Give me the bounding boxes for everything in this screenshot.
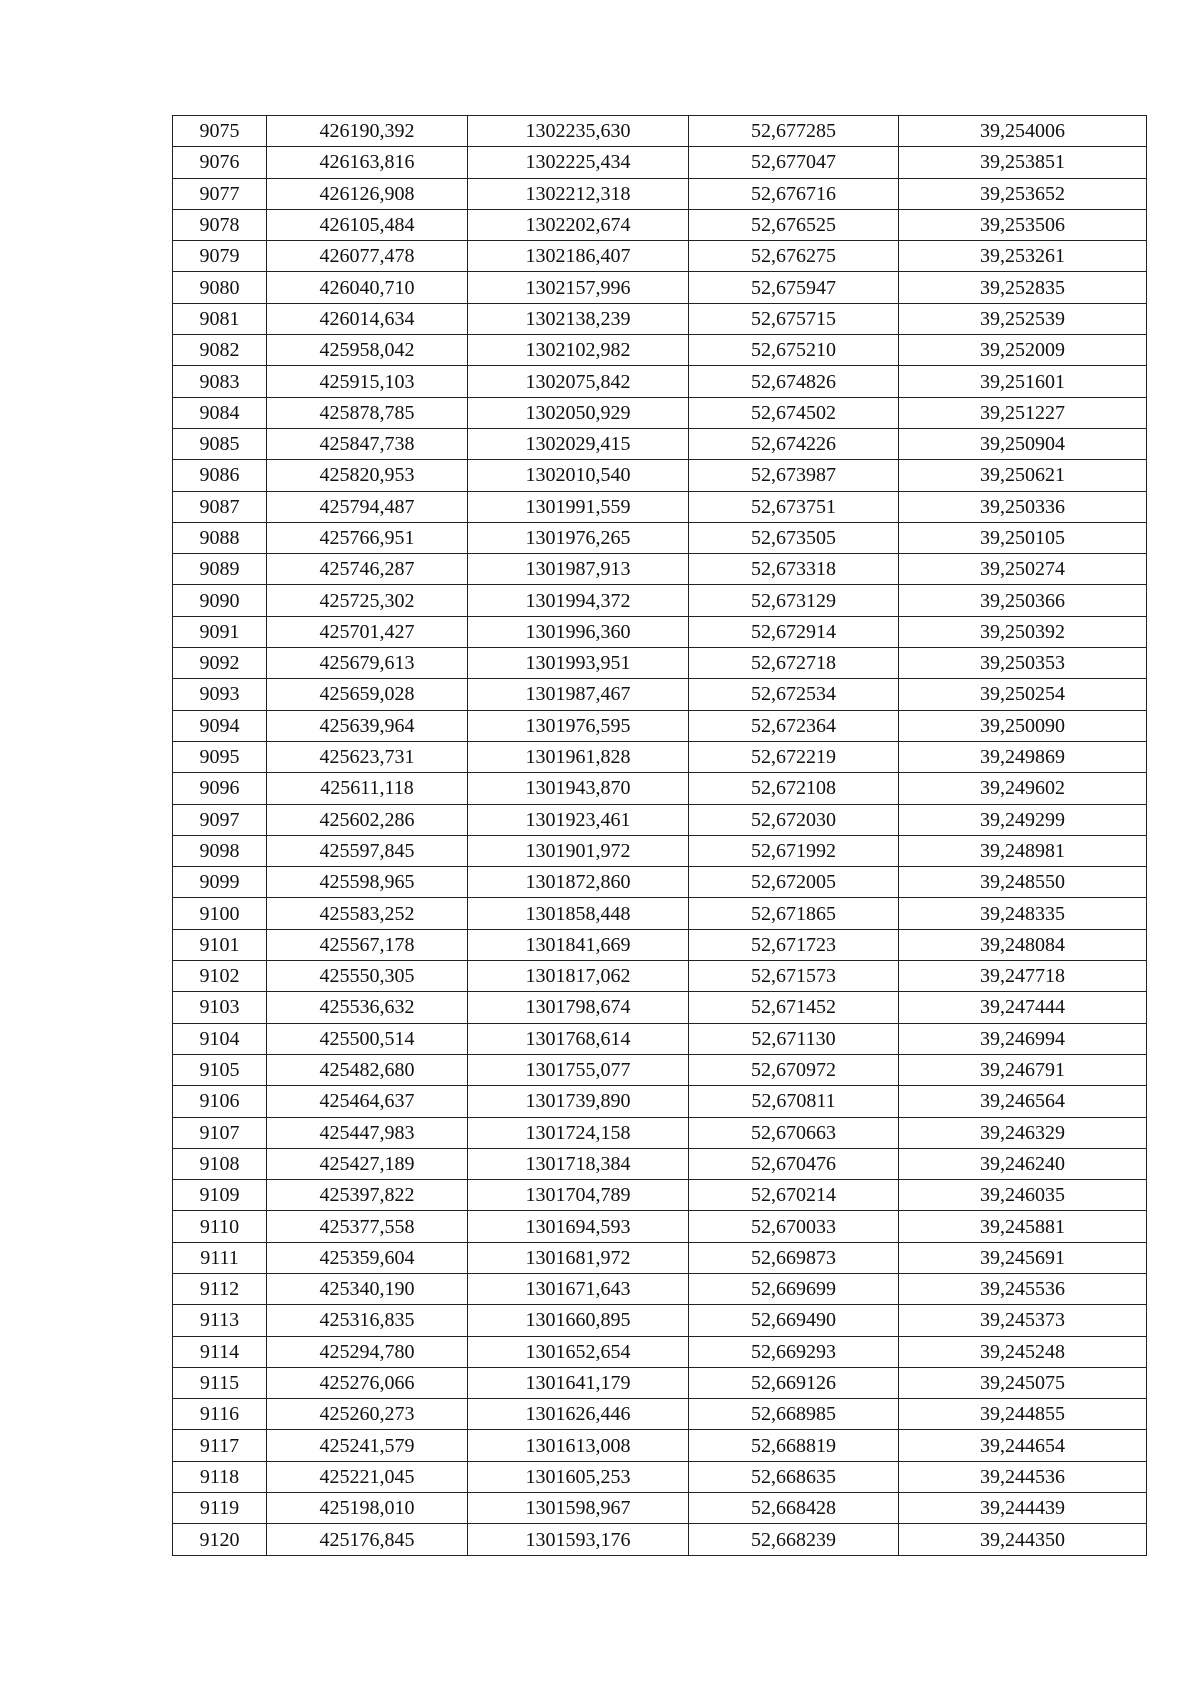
table-row	[173, 335, 1147, 366]
y-coordinate-cell: 1301755,077	[468, 1054, 689, 1085]
y-coordinate-cell: 1301613,008	[468, 1430, 689, 1461]
y-coordinate-cell: 1302212,318	[468, 178, 689, 209]
latitude-cell: 52,672108	[689, 773, 899, 804]
table-row	[173, 648, 1147, 679]
latitude-cell: 52,675715	[689, 303, 899, 334]
point-number-cell: 9080	[173, 272, 267, 303]
x-coordinate-cell: 425701,427	[267, 616, 468, 647]
longitude-cell: 39,244654	[899, 1430, 1147, 1461]
latitude-cell: 52,672005	[689, 867, 899, 898]
longitude-cell: 39,250274	[899, 554, 1147, 585]
table-row	[173, 1399, 1147, 1430]
y-coordinate-cell: 1301841,669	[468, 929, 689, 960]
point-number-cell: 9107	[173, 1117, 267, 1148]
latitude-cell: 52,673751	[689, 491, 899, 522]
longitude-cell: 39,248550	[899, 867, 1147, 898]
point-number-cell: 9088	[173, 522, 267, 553]
table-row	[173, 1305, 1147, 1336]
table-row	[173, 1148, 1147, 1179]
table-row	[173, 1430, 1147, 1461]
x-coordinate-cell: 425260,273	[267, 1399, 468, 1430]
longitude-cell: 39,250621	[899, 460, 1147, 491]
longitude-cell: 39,252009	[899, 335, 1147, 366]
latitude-cell: 52,668819	[689, 1430, 899, 1461]
x-coordinate-cell: 426190,392	[267, 116, 468, 147]
longitude-cell: 39,246994	[899, 1023, 1147, 1054]
y-coordinate-cell: 1302029,415	[468, 428, 689, 459]
longitude-cell: 39,250366	[899, 585, 1147, 616]
x-coordinate-cell: 425598,965	[267, 867, 468, 898]
latitude-cell: 52,670214	[689, 1180, 899, 1211]
x-coordinate-cell: 426126,908	[267, 178, 468, 209]
point-number-cell: 9092	[173, 648, 267, 679]
point-number-cell: 9115	[173, 1367, 267, 1398]
x-coordinate-cell: 425583,252	[267, 898, 468, 929]
longitude-cell: 39,249299	[899, 804, 1147, 835]
table-row	[173, 1493, 1147, 1524]
point-number-cell: 9077	[173, 178, 267, 209]
y-coordinate-cell: 1302050,929	[468, 397, 689, 428]
latitude-cell: 52,675947	[689, 272, 899, 303]
y-coordinate-cell: 1302186,407	[468, 241, 689, 272]
x-coordinate-cell: 425567,178	[267, 929, 468, 960]
table-row	[173, 272, 1147, 303]
latitude-cell: 52,669293	[689, 1336, 899, 1367]
longitude-cell: 39,250254	[899, 679, 1147, 710]
latitude-cell: 52,673129	[689, 585, 899, 616]
point-number-cell: 9111	[173, 1242, 267, 1273]
y-coordinate-cell: 1301718,384	[468, 1148, 689, 1179]
longitude-cell: 39,244855	[899, 1399, 1147, 1430]
x-coordinate-cell: 425276,066	[267, 1367, 468, 1398]
longitude-cell: 39,250392	[899, 616, 1147, 647]
table-row	[173, 209, 1147, 240]
y-coordinate-cell: 1301987,913	[468, 554, 689, 585]
longitude-cell: 39,251227	[899, 397, 1147, 428]
point-number-cell: 9119	[173, 1493, 267, 1524]
y-coordinate-cell: 1301593,176	[468, 1524, 689, 1555]
latitude-cell: 52,672914	[689, 616, 899, 647]
longitude-cell: 39,254006	[899, 116, 1147, 147]
x-coordinate-cell: 426040,710	[267, 272, 468, 303]
latitude-cell: 52,669126	[689, 1367, 899, 1398]
x-coordinate-cell: 425611,118	[267, 773, 468, 804]
latitude-cell: 52,674226	[689, 428, 899, 459]
y-coordinate-cell: 1301817,062	[468, 961, 689, 992]
point-number-cell: 9108	[173, 1148, 267, 1179]
longitude-cell: 39,245075	[899, 1367, 1147, 1398]
latitude-cell: 52,668985	[689, 1399, 899, 1430]
table-row	[173, 303, 1147, 334]
y-coordinate-cell: 1301605,253	[468, 1461, 689, 1492]
table-row	[173, 241, 1147, 272]
longitude-cell: 39,250336	[899, 491, 1147, 522]
table-row	[173, 1273, 1147, 1304]
x-coordinate-cell: 425597,845	[267, 835, 468, 866]
table-row	[173, 1211, 1147, 1242]
point-number-cell: 9117	[173, 1430, 267, 1461]
table-row	[173, 397, 1147, 428]
longitude-cell: 39,246035	[899, 1180, 1147, 1211]
y-coordinate-cell: 1301961,828	[468, 741, 689, 772]
latitude-cell: 52,670811	[689, 1086, 899, 1117]
latitude-cell: 52,676716	[689, 178, 899, 209]
x-coordinate-cell: 425464,637	[267, 1086, 468, 1117]
table-row	[173, 804, 1147, 835]
x-coordinate-cell: 425725,302	[267, 585, 468, 616]
x-coordinate-cell: 426014,634	[267, 303, 468, 334]
x-coordinate-cell: 426077,478	[267, 241, 468, 272]
y-coordinate-cell: 1301626,446	[468, 1399, 689, 1430]
table-row	[173, 929, 1147, 960]
y-coordinate-cell: 1302138,239	[468, 303, 689, 334]
y-coordinate-cell: 1301681,972	[468, 1242, 689, 1273]
x-coordinate-cell: 425915,103	[267, 366, 468, 397]
latitude-cell: 52,670476	[689, 1148, 899, 1179]
longitude-cell: 39,253261	[899, 241, 1147, 272]
latitude-cell: 52,669873	[689, 1242, 899, 1273]
table-row	[173, 1336, 1147, 1367]
x-coordinate-cell: 425447,983	[267, 1117, 468, 1148]
coordinates-table	[172, 115, 1147, 1556]
longitude-cell: 39,253851	[899, 147, 1147, 178]
x-coordinate-cell: 425659,028	[267, 679, 468, 710]
table-row	[173, 1117, 1147, 1148]
y-coordinate-cell: 1301652,654	[468, 1336, 689, 1367]
point-number-cell: 9091	[173, 616, 267, 647]
latitude-cell: 52,673987	[689, 460, 899, 491]
y-coordinate-cell: 1301996,360	[468, 616, 689, 647]
longitude-cell: 39,250904	[899, 428, 1147, 459]
table-row	[173, 741, 1147, 772]
point-number-cell: 9106	[173, 1086, 267, 1117]
table-row	[173, 679, 1147, 710]
point-number-cell: 9116	[173, 1399, 267, 1430]
latitude-cell: 52,670972	[689, 1054, 899, 1085]
x-coordinate-cell: 425602,286	[267, 804, 468, 835]
x-coordinate-cell: 425536,632	[267, 992, 468, 1023]
table-row	[173, 116, 1147, 147]
table-row	[173, 1461, 1147, 1492]
longitude-cell: 39,245691	[899, 1242, 1147, 1273]
point-number-cell: 9078	[173, 209, 267, 240]
point-number-cell: 9098	[173, 835, 267, 866]
x-coordinate-cell: 425221,045	[267, 1461, 468, 1492]
y-coordinate-cell: 1301704,789	[468, 1180, 689, 1211]
longitude-cell: 39,253506	[899, 209, 1147, 240]
point-number-cell: 9084	[173, 397, 267, 428]
x-coordinate-cell: 425878,785	[267, 397, 468, 428]
y-coordinate-cell: 1301987,467	[468, 679, 689, 710]
table-row	[173, 1180, 1147, 1211]
latitude-cell: 52,675210	[689, 335, 899, 366]
x-coordinate-cell: 425397,822	[267, 1180, 468, 1211]
y-coordinate-cell: 1301901,972	[468, 835, 689, 866]
y-coordinate-cell: 1301858,448	[468, 898, 689, 929]
y-coordinate-cell: 1301943,870	[468, 773, 689, 804]
point-number-cell: 9110	[173, 1211, 267, 1242]
point-number-cell: 9105	[173, 1054, 267, 1085]
y-coordinate-cell: 1301671,643	[468, 1273, 689, 1304]
y-coordinate-cell: 1302102,982	[468, 335, 689, 366]
y-coordinate-cell: 1301641,179	[468, 1367, 689, 1398]
table-row	[173, 1023, 1147, 1054]
point-number-cell: 9083	[173, 366, 267, 397]
point-number-cell: 9096	[173, 773, 267, 804]
longitude-cell: 39,248335	[899, 898, 1147, 929]
x-coordinate-cell: 425316,835	[267, 1305, 468, 1336]
y-coordinate-cell: 1301798,674	[468, 992, 689, 1023]
x-coordinate-cell: 425359,604	[267, 1242, 468, 1273]
x-coordinate-cell: 425639,964	[267, 710, 468, 741]
latitude-cell: 52,668239	[689, 1524, 899, 1555]
point-number-cell: 9086	[173, 460, 267, 491]
y-coordinate-cell: 1301739,890	[468, 1086, 689, 1117]
table-row	[173, 992, 1147, 1023]
y-coordinate-cell: 1301993,951	[468, 648, 689, 679]
longitude-cell: 39,245248	[899, 1336, 1147, 1367]
table-row	[173, 460, 1147, 491]
longitude-cell: 39,244439	[899, 1493, 1147, 1524]
point-number-cell: 9075	[173, 116, 267, 147]
longitude-cell: 39,244350	[899, 1524, 1147, 1555]
point-number-cell: 9102	[173, 961, 267, 992]
point-number-cell: 9094	[173, 710, 267, 741]
x-coordinate-cell: 425847,738	[267, 428, 468, 459]
table-row	[173, 835, 1147, 866]
table-row	[173, 178, 1147, 209]
table-row	[173, 554, 1147, 585]
latitude-cell: 52,676275	[689, 241, 899, 272]
x-coordinate-cell: 425820,953	[267, 460, 468, 491]
x-coordinate-cell: 425766,951	[267, 522, 468, 553]
point-number-cell: 9101	[173, 929, 267, 960]
latitude-cell: 52,672718	[689, 648, 899, 679]
longitude-cell: 39,252835	[899, 272, 1147, 303]
point-number-cell: 9076	[173, 147, 267, 178]
latitude-cell: 52,668428	[689, 1493, 899, 1524]
point-number-cell: 9082	[173, 335, 267, 366]
x-coordinate-cell: 425340,190	[267, 1273, 468, 1304]
table-row	[173, 366, 1147, 397]
table-row	[173, 710, 1147, 741]
x-coordinate-cell: 425623,731	[267, 741, 468, 772]
longitude-cell: 39,245536	[899, 1273, 1147, 1304]
longitude-cell: 39,250090	[899, 710, 1147, 741]
table-row	[173, 522, 1147, 553]
table-row	[173, 1242, 1147, 1273]
table-row	[173, 898, 1147, 929]
point-number-cell: 9099	[173, 867, 267, 898]
point-number-cell: 9089	[173, 554, 267, 585]
latitude-cell: 52,672364	[689, 710, 899, 741]
table-row	[173, 616, 1147, 647]
point-number-cell: 9109	[173, 1180, 267, 1211]
latitude-cell: 52,669699	[689, 1273, 899, 1304]
table-row	[173, 1086, 1147, 1117]
point-number-cell: 9120	[173, 1524, 267, 1555]
x-coordinate-cell: 425500,514	[267, 1023, 468, 1054]
latitude-cell: 52,671865	[689, 898, 899, 929]
latitude-cell: 52,673318	[689, 554, 899, 585]
x-coordinate-cell: 425427,189	[267, 1148, 468, 1179]
longitude-cell: 39,245373	[899, 1305, 1147, 1336]
y-coordinate-cell: 1301598,967	[468, 1493, 689, 1524]
longitude-cell: 39,247444	[899, 992, 1147, 1023]
point-number-cell: 9104	[173, 1023, 267, 1054]
latitude-cell: 52,668635	[689, 1461, 899, 1492]
y-coordinate-cell: 1301872,860	[468, 867, 689, 898]
x-coordinate-cell: 425746,287	[267, 554, 468, 585]
longitude-cell: 39,246329	[899, 1117, 1147, 1148]
x-coordinate-cell: 425198,010	[267, 1493, 468, 1524]
y-coordinate-cell: 1301660,895	[468, 1305, 689, 1336]
table-row	[173, 867, 1147, 898]
x-coordinate-cell: 425294,780	[267, 1336, 468, 1367]
longitude-cell: 39,250105	[899, 522, 1147, 553]
latitude-cell: 52,671452	[689, 992, 899, 1023]
latitude-cell: 52,670663	[689, 1117, 899, 1148]
x-coordinate-cell: 426105,484	[267, 209, 468, 240]
point-number-cell: 9114	[173, 1336, 267, 1367]
point-number-cell: 9113	[173, 1305, 267, 1336]
y-coordinate-cell: 1301694,593	[468, 1211, 689, 1242]
point-number-cell: 9081	[173, 303, 267, 334]
y-coordinate-cell: 1301768,614	[468, 1023, 689, 1054]
latitude-cell: 52,672219	[689, 741, 899, 772]
longitude-cell: 39,248084	[899, 929, 1147, 960]
x-coordinate-cell: 425176,845	[267, 1524, 468, 1555]
y-coordinate-cell: 1301994,372	[468, 585, 689, 616]
y-coordinate-cell: 1302202,674	[468, 209, 689, 240]
longitude-cell: 39,253652	[899, 178, 1147, 209]
point-number-cell: 9087	[173, 491, 267, 522]
y-coordinate-cell: 1302157,996	[468, 272, 689, 303]
table-row	[173, 1367, 1147, 1398]
x-coordinate-cell: 425377,558	[267, 1211, 468, 1242]
point-number-cell: 9100	[173, 898, 267, 929]
table-row	[173, 147, 1147, 178]
longitude-cell: 39,245881	[899, 1211, 1147, 1242]
point-number-cell: 9095	[173, 741, 267, 772]
latitude-cell: 52,671130	[689, 1023, 899, 1054]
latitude-cell: 52,672534	[689, 679, 899, 710]
table-row	[173, 428, 1147, 459]
y-coordinate-cell: 1301923,461	[468, 804, 689, 835]
table-row	[173, 961, 1147, 992]
point-number-cell: 9085	[173, 428, 267, 459]
x-coordinate-cell: 425482,680	[267, 1054, 468, 1085]
point-number-cell: 9093	[173, 679, 267, 710]
y-coordinate-cell: 1302010,540	[468, 460, 689, 491]
longitude-cell: 39,251601	[899, 366, 1147, 397]
x-coordinate-cell: 425241,579	[267, 1430, 468, 1461]
latitude-cell: 52,672030	[689, 804, 899, 835]
y-coordinate-cell: 1301724,158	[468, 1117, 689, 1148]
point-number-cell: 9090	[173, 585, 267, 616]
longitude-cell: 39,244536	[899, 1461, 1147, 1492]
longitude-cell: 39,248981	[899, 835, 1147, 866]
x-coordinate-cell: 425679,613	[267, 648, 468, 679]
y-coordinate-cell: 1302225,434	[468, 147, 689, 178]
longitude-cell: 39,246564	[899, 1086, 1147, 1117]
longitude-cell: 39,246791	[899, 1054, 1147, 1085]
y-coordinate-cell: 1301976,265	[468, 522, 689, 553]
latitude-cell: 52,671723	[689, 929, 899, 960]
longitude-cell: 39,247718	[899, 961, 1147, 992]
x-coordinate-cell: 425550,305	[267, 961, 468, 992]
y-coordinate-cell: 1301976,595	[468, 710, 689, 741]
longitude-cell: 39,252539	[899, 303, 1147, 334]
y-coordinate-cell: 1302235,630	[468, 116, 689, 147]
point-number-cell: 9112	[173, 1273, 267, 1304]
latitude-cell: 52,673505	[689, 522, 899, 553]
latitude-cell: 52,669490	[689, 1305, 899, 1336]
x-coordinate-cell: 425958,042	[267, 335, 468, 366]
coordinates-table-body	[173, 116, 1147, 1556]
y-coordinate-cell: 1301991,559	[468, 491, 689, 522]
latitude-cell: 52,677285	[689, 116, 899, 147]
latitude-cell: 52,676525	[689, 209, 899, 240]
latitude-cell: 52,671573	[689, 961, 899, 992]
point-number-cell: 9097	[173, 804, 267, 835]
table-row	[173, 1524, 1147, 1555]
table-row	[173, 773, 1147, 804]
x-coordinate-cell: 426163,816	[267, 147, 468, 178]
longitude-cell: 39,250353	[899, 648, 1147, 679]
point-number-cell: 9103	[173, 992, 267, 1023]
y-coordinate-cell: 1302075,842	[468, 366, 689, 397]
point-number-cell: 9118	[173, 1461, 267, 1492]
latitude-cell: 52,674502	[689, 397, 899, 428]
latitude-cell: 52,677047	[689, 147, 899, 178]
point-number-cell: 9079	[173, 241, 267, 272]
longitude-cell: 39,249602	[899, 773, 1147, 804]
table-row	[173, 1054, 1147, 1085]
table-row	[173, 585, 1147, 616]
x-coordinate-cell: 425794,487	[267, 491, 468, 522]
table-row	[173, 491, 1147, 522]
latitude-cell: 52,671992	[689, 835, 899, 866]
latitude-cell: 52,674826	[689, 366, 899, 397]
latitude-cell: 52,670033	[689, 1211, 899, 1242]
longitude-cell: 39,246240	[899, 1148, 1147, 1179]
longitude-cell: 39,249869	[899, 741, 1147, 772]
